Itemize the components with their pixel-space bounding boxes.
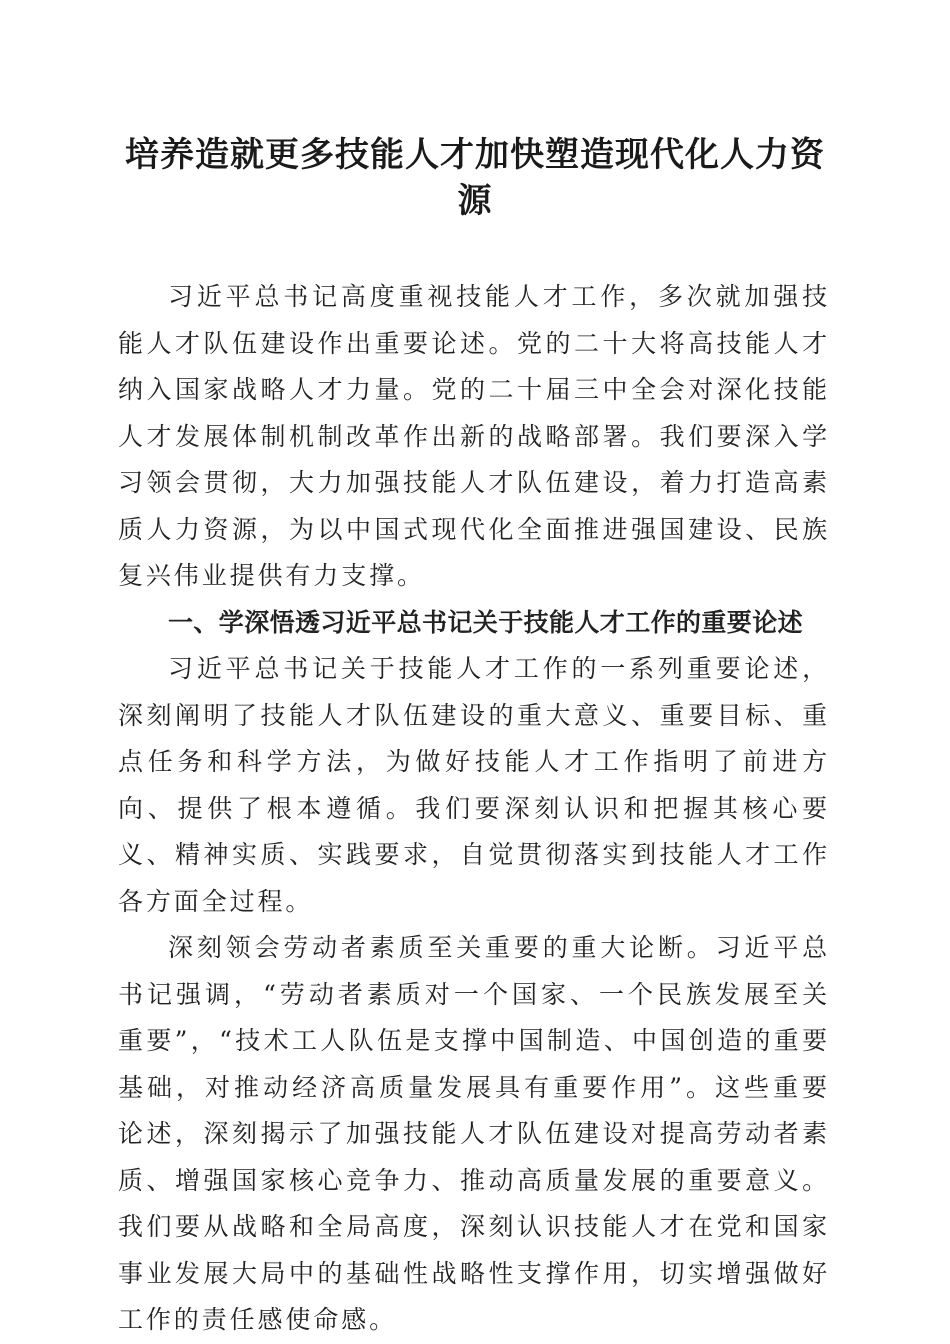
section-heading: 一、学深悟透习近平总书记关于技能人才工作的重要论述: [168, 607, 804, 637]
document-title: 培养造就更多技能人才加快塑造现代化人力资源: [125, 135, 825, 221]
paragraph-intro: 习近平总书记高度重视技能人才工作，多次就加强技能人才队伍建设作出重要论述。党的二十大将高技能人才纳入国家战略人才力量。党的二十届三中全会对深化技能人才发展体制机制改革作出新的战略部署。我们要深入学习领会贯彻，大力加强技能人才队伍建设，着力打造高素质人力资源，为以中国式现代化全面推进强国建设、民族复兴伟业提供有力支撑。: [118, 282, 830, 590]
paragraph-section-overview: 习近平总书记关于技能人才工作的一系列重要论述，深刻阐明了技能人才队伍建设的重大意义、重要目标、重点任务和科学方法，为做好技能人才工作指明了前进方向、提供了根本遵循。我们要深刻认识和把握其核心要义、精神实质、实践要求，自觉贯彻落实到技能人才工作各方面全过程。: [118, 654, 830, 916]
paragraph-worker-quality: 深刻领会劳动者素质至关重要的重大论断。习近平总书记强调，“劳动者素质对一个国家、一个民族发展至关重要”，“技术工人队伍是支撑中国制造、中国创造的重要基础，对推动经济高质量发展具有重要作用”。这些重要论述，深刻揭示了加强技能人才队伍建设对提高劳动者素质、增强国家核心竞争力、推动高质量发展的重要意义。我们要从战略和全局高度，深刻认识技能人才在党和国家事业发展大局中的基础性战略性支撑作用，切实增强做好工作的责任感使命感。: [118, 933, 830, 1334]
document-body: [118, 274, 830, 1344]
